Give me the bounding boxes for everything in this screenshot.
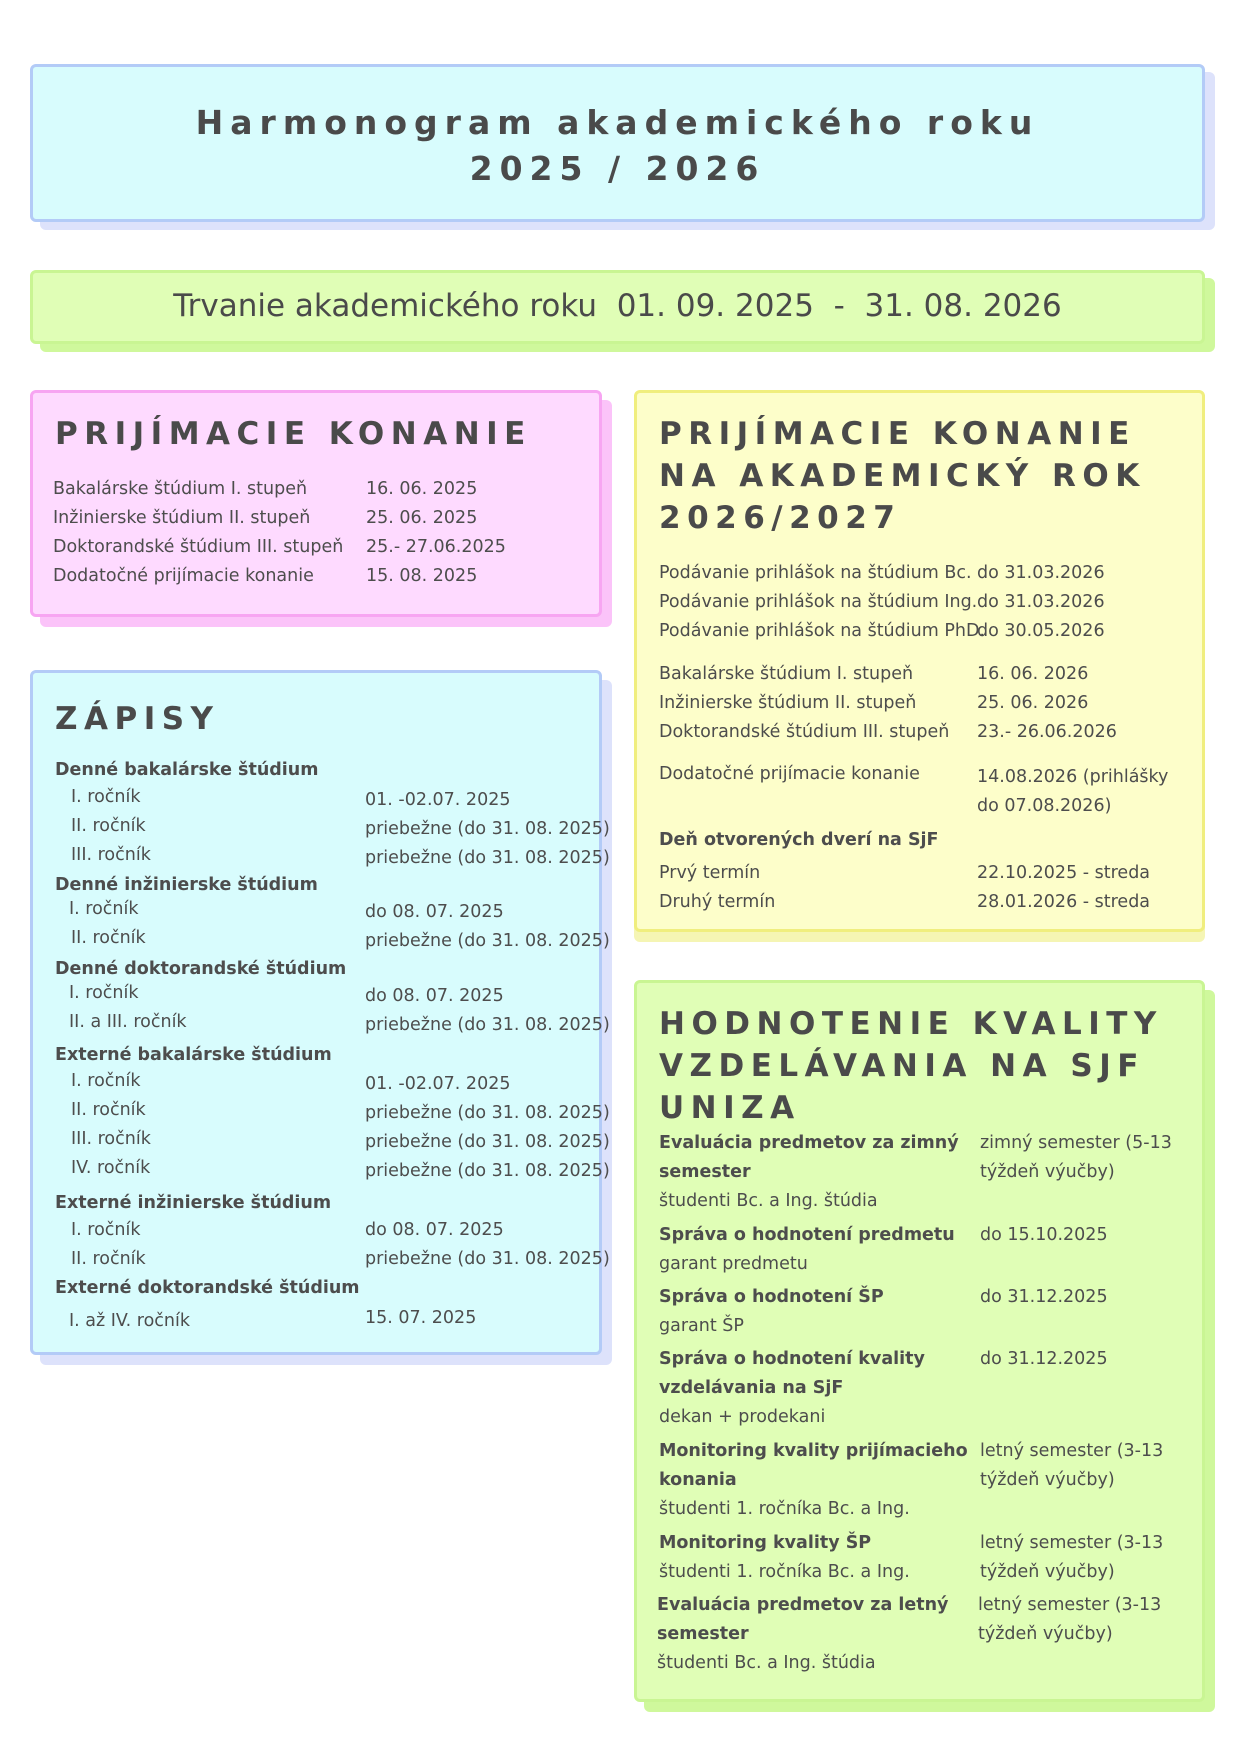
duration-text: Trvanie akademického roku 01. 09. 2025 - 31. 08. 2026 xyxy=(173,288,1062,324)
quality-item-title: Evaluácia predmetov za zimný xyxy=(659,1133,959,1153)
additional-admission-date: do 07.08.2026) xyxy=(977,796,1112,816)
quality-item-term: týždeň výučby) xyxy=(978,1624,1113,1644)
enrollment-date: priebežne (do 31. 08. 2025) xyxy=(365,1015,610,1035)
application-deadline: do 30.05.2026 xyxy=(977,621,1105,641)
quality-item-responsible: dekan + prodekani xyxy=(659,1407,826,1427)
enrollment-year: III. ročník xyxy=(71,1129,151,1149)
quality-item-title: Správa o hodnotení ŠP xyxy=(659,1287,884,1307)
quality-item-term: letný semester (3-13 xyxy=(978,1595,1162,1615)
exam-date: 23.- 26.06.2026 xyxy=(977,722,1117,742)
quality-section xyxy=(634,980,1205,1702)
enrollment-year: II. ročník xyxy=(71,1100,146,1120)
exam-label: Inžinierske štúdium II. stupeň xyxy=(659,693,917,713)
quality-item-term: týždeň výučby) xyxy=(980,1562,1115,1582)
enrollment-date: 01. -02.07. 2025 xyxy=(365,790,511,810)
admission-heading: PRIJÍMACIE KONANIE xyxy=(55,416,532,452)
enrollment-date: priebežne (do 31. 08. 2025) xyxy=(365,848,610,868)
application-label: Podávanie prihlášok na štúdium PhD. xyxy=(659,621,985,641)
quality-item-title: Monitoring kvality prijímacieho xyxy=(659,1441,968,1461)
admission-date: 25.- 27.06.2025 xyxy=(366,537,506,557)
enrollment-year: IV. ročník xyxy=(71,1158,151,1178)
enrollment-date: do 08. 07. 2025 xyxy=(365,902,504,922)
enrollment-year: I. ročník xyxy=(71,1071,141,1091)
quality-item-title: konania xyxy=(659,1470,737,1490)
quality-item-term: týždeň výučby) xyxy=(980,1162,1115,1182)
enrollment-year: II. ročník xyxy=(71,928,146,948)
quality-heading: HODNOTENIE KVALITY xyxy=(659,1006,1163,1042)
exam-label: Bakalárske štúdium I. stupeň xyxy=(659,664,914,684)
enrollment-group-title: Denné bakalárske štúdium xyxy=(55,760,319,780)
enrollment-date: priebežne (do 31. 08. 2025) xyxy=(365,931,610,951)
admission-2027-section xyxy=(634,390,1205,932)
quality-item-responsible: študenti 1. ročníka Bc. a Ing. xyxy=(659,1499,910,1519)
application-label: Podávanie prihlášok na štúdium Bc. xyxy=(659,563,972,583)
quality-item-term: letný semester (3-13 xyxy=(980,1441,1164,1461)
enrollment-year: I. až IV. ročník xyxy=(69,1311,190,1331)
open-day-title: Deň otvorených dverí na SjF xyxy=(659,830,939,850)
enrollment-date: priebežne (do 31. 08. 2025) xyxy=(365,1132,610,1152)
duration-banner xyxy=(30,270,1205,344)
quality-item-title: vzdelávania na SjF xyxy=(659,1378,844,1398)
enrollment-date: priebežne (do 31. 08. 2025) xyxy=(365,1249,610,1269)
open-day-label: Druhý termín xyxy=(659,892,776,912)
enrollment-heading: ZÁPISY xyxy=(55,701,220,737)
quality-item-term: týždeň výučby) xyxy=(980,1470,1115,1490)
enrollment-year: I. ročník xyxy=(69,983,139,1003)
quality-item-responsible: garant predmetu xyxy=(659,1254,808,1274)
quality-item-title: Evaluácia predmetov za letný xyxy=(657,1595,949,1615)
additional-admission-label: Dodatočné prijímacie konanie xyxy=(659,764,920,784)
enrollment-date: do 08. 07. 2025 xyxy=(365,1220,504,1240)
exam-date: 16. 06. 2026 xyxy=(977,664,1089,684)
open-day-label: Prvý termín xyxy=(659,863,761,883)
quality-item-title: semester xyxy=(657,1624,749,1644)
admission-2027-heading: 2026/2027 xyxy=(659,500,902,536)
additional-admission-date: 14.08.2026 (prihlášky xyxy=(977,767,1169,787)
quality-item-term: do 31.12.2025 xyxy=(980,1287,1108,1307)
page-title: Harmonogram akademického roku xyxy=(195,103,1040,142)
admission-date: 25. 06. 2025 xyxy=(366,508,478,528)
application-deadline: do 31.03.2026 xyxy=(977,592,1105,612)
enrollment-date: 15. 07. 2025 xyxy=(365,1308,477,1328)
enrollment-group-title: Externé bakalárske štúdium xyxy=(55,1045,332,1065)
admission-2027-heading: PRIJÍMACIE KONANIE xyxy=(659,416,1136,452)
quality-item-term: zimný semester (5-13 xyxy=(980,1133,1172,1153)
quality-item-title: Správa o hodnotení kvality xyxy=(659,1349,925,1369)
enrollment-year: II. ročník xyxy=(71,816,146,836)
application-deadline: do 31.03.2026 xyxy=(977,563,1105,583)
quality-item-title: semester xyxy=(659,1162,751,1182)
quality-heading: UNIZA xyxy=(659,1090,801,1126)
admission-label: Inžinierske štúdium II. stupeň xyxy=(53,508,311,528)
admission-date: 16. 06. 2025 xyxy=(366,479,478,499)
admission-label: Bakalárske štúdium I. stupeň xyxy=(53,479,308,499)
quality-heading: VZDELÁVANIA NA SJF xyxy=(659,1048,1145,1084)
quality-item-term: do 31.12.2025 xyxy=(980,1349,1108,1369)
quality-item-responsible: garant ŠP xyxy=(659,1316,744,1336)
enrollment-section xyxy=(30,670,610,1355)
enrollment-date: priebežne (do 31. 08. 2025) xyxy=(365,819,610,839)
quality-item-title: Monitoring kvality ŠP xyxy=(659,1533,872,1553)
quality-item-term: do 15.10.2025 xyxy=(980,1225,1108,1245)
quality-item-term: letný semester (3-13 xyxy=(980,1533,1164,1553)
exam-label: Doktorandské štúdium III. stupeň xyxy=(659,722,950,742)
admission-2027-heading: NA AKADEMICKÝ ROK xyxy=(659,458,1146,494)
admission-label: Doktorandské štúdium III. stupeň xyxy=(53,537,344,557)
quality-item-responsible: študenti Bc. a Ing. štúdia xyxy=(659,1191,878,1211)
page-title-year: 2025 / 2026 xyxy=(469,149,766,188)
admission-label: Dodatočné prijímacie konanie xyxy=(53,566,314,586)
admission-date: 15. 08. 2025 xyxy=(366,566,478,586)
enrollment-year: I. ročník xyxy=(71,787,141,807)
application-label: Podávanie prihlášok na štúdium Ing. xyxy=(659,592,978,612)
enrollment-date: priebežne (do 31. 08. 2025) xyxy=(365,1161,610,1181)
enrollment-group-title: Externé inžinierske štúdium xyxy=(55,1193,332,1213)
enrollment-group-title: Denné inžinierske štúdium xyxy=(55,875,318,895)
quality-item-responsible: študenti 1. ročníka Bc. a Ing. xyxy=(659,1562,910,1582)
open-day-date: 22.10.2025 - streda xyxy=(977,863,1151,883)
open-day-date: 28.01.2026 - streda xyxy=(977,892,1151,912)
enrollment-group-title: Externé doktorandské štúdium xyxy=(55,1278,360,1298)
enrollment-year: III. ročník xyxy=(71,845,151,865)
quality-item-responsible: študenti Bc. a Ing. štúdia xyxy=(657,1653,876,1673)
exam-date: 25. 06. 2026 xyxy=(977,693,1089,713)
quality-item-title: Správa o hodnotení predmetu xyxy=(659,1225,955,1245)
enrollment-date: do 08. 07. 2025 xyxy=(365,986,504,1006)
enrollment-year: I. ročník xyxy=(69,899,139,919)
admission-section xyxy=(30,390,602,617)
enrollment-date: priebežne (do 31. 08. 2025) xyxy=(365,1103,610,1123)
enrollment-date: 01. -02.07. 2025 xyxy=(365,1074,511,1094)
enrollment-year: II. a III. ročník xyxy=(69,1012,187,1032)
enrollment-year: II. ročník xyxy=(71,1249,146,1269)
title-banner xyxy=(30,64,1205,222)
enrollment-group-title: Denné doktorandské štúdium xyxy=(55,959,347,979)
enrollment-year: I. ročník xyxy=(71,1220,141,1240)
